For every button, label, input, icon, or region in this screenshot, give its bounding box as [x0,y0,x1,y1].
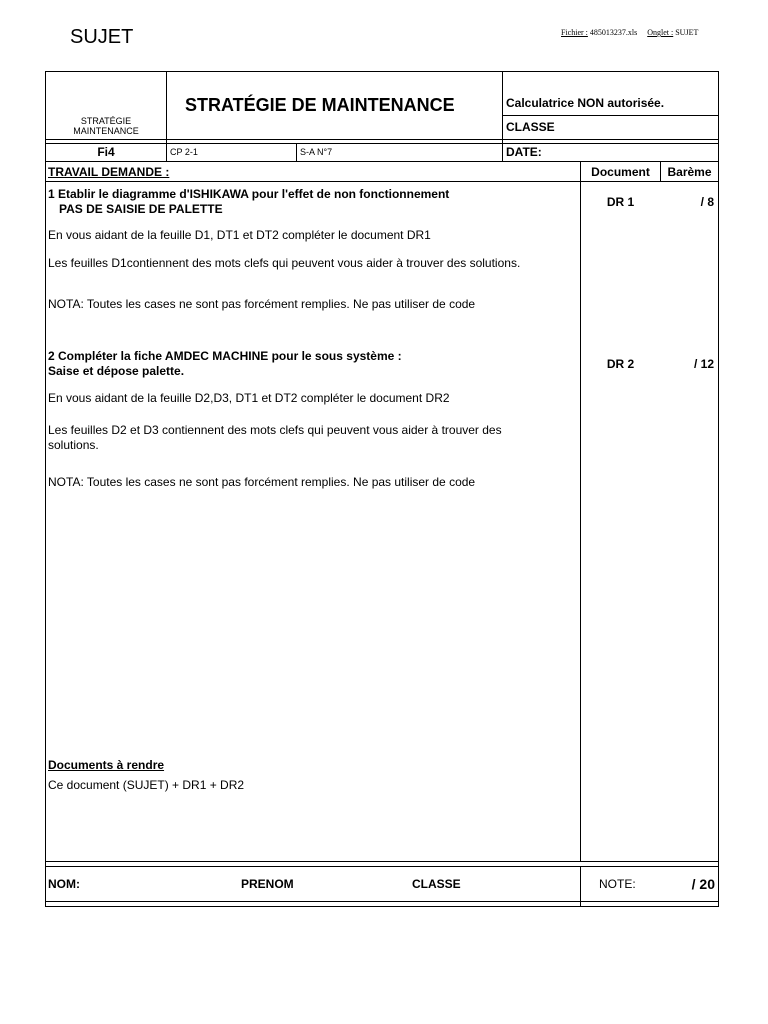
firstname-field[interactable]: PRENOM [241,877,294,891]
cp-label: CP 2-1 [170,147,198,157]
class-field[interactable]: CLASSE [412,877,461,891]
task-title-line1: 2 Compléter la fiche AMDEC MACHINE pour le sous système : [48,349,402,363]
task-score: / 12 [693,357,714,371]
page-title: SUJET [70,26,134,48]
task-title-line1: 1 Etablir le diagramme d'ISHIKAWA pour l'effet de non fonctionnement [48,187,450,201]
task-keywords: Les feuilles D2 et D3 contiennent des mots clefs qui peuvent vous aider à trouver des [48,423,502,437]
subject-label-line2: MAINTENANCE [73,126,139,136]
task-document: DR 2 [606,357,635,371]
task-instruction: En vous aidant de la feuille D1, DT1 et DT2 compléter le document DR1 [48,228,431,242]
name-field[interactable]: NOM: [48,877,80,891]
task-title-line2: Saise et dépose palette. [48,364,185,378]
document-column-header: Document [591,165,650,179]
task-keywords-cont: solutions. [48,438,99,452]
docs-heading: Documents à rendre [48,758,165,772]
bareme-column-header: Barème [667,165,712,179]
main-title: STRATÉGIE DE MAINTENANCE [185,95,455,115]
level-label: Fi4 [97,145,115,159]
task-title-line2: PAS DE SAISIE DE PALETTE [59,202,223,216]
task-score: / 8 [700,195,714,209]
tab-value: SUJET [675,28,699,37]
note-label: NOTE: [599,877,636,891]
file-info [561,28,698,37]
task-nota: NOTA: Toutes les cases ne sont pas forcément remplies. Ne pas utiliser de code [48,297,476,311]
subject-label-line1: STRATÉGIE [80,116,132,126]
date-field[interactable]: DATE: [506,145,542,159]
task-keywords: Les feuilles D1contiennent des mots clefs qui peuvent vous aider à trouver des solutions. [48,256,521,270]
file-value: 485013237.xls [589,28,638,37]
task-instruction: En vous aidant de la feuille D2,D3, DT1 et DT2 compléter le document DR2 [48,391,450,405]
task-nota: NOTA: Toutes les cases ne sont pas forcément remplies. Ne pas utiliser de code [48,475,476,489]
task-document: DR 1 [606,195,635,209]
note-total: / 20 [691,876,715,892]
docs-list: Ce document (SUJET) + DR1 + DR2 [48,778,245,792]
sa-label: S-A N°7 [300,147,333,157]
file-label: Fichier : [561,28,588,37]
calculator-note: Calculatrice NON autorisée. [506,96,665,110]
class-label: CLASSE [506,120,555,134]
tab-label: Onglet : [647,28,674,37]
work-heading: TRAVAIL DEMANDE : [48,165,170,179]
